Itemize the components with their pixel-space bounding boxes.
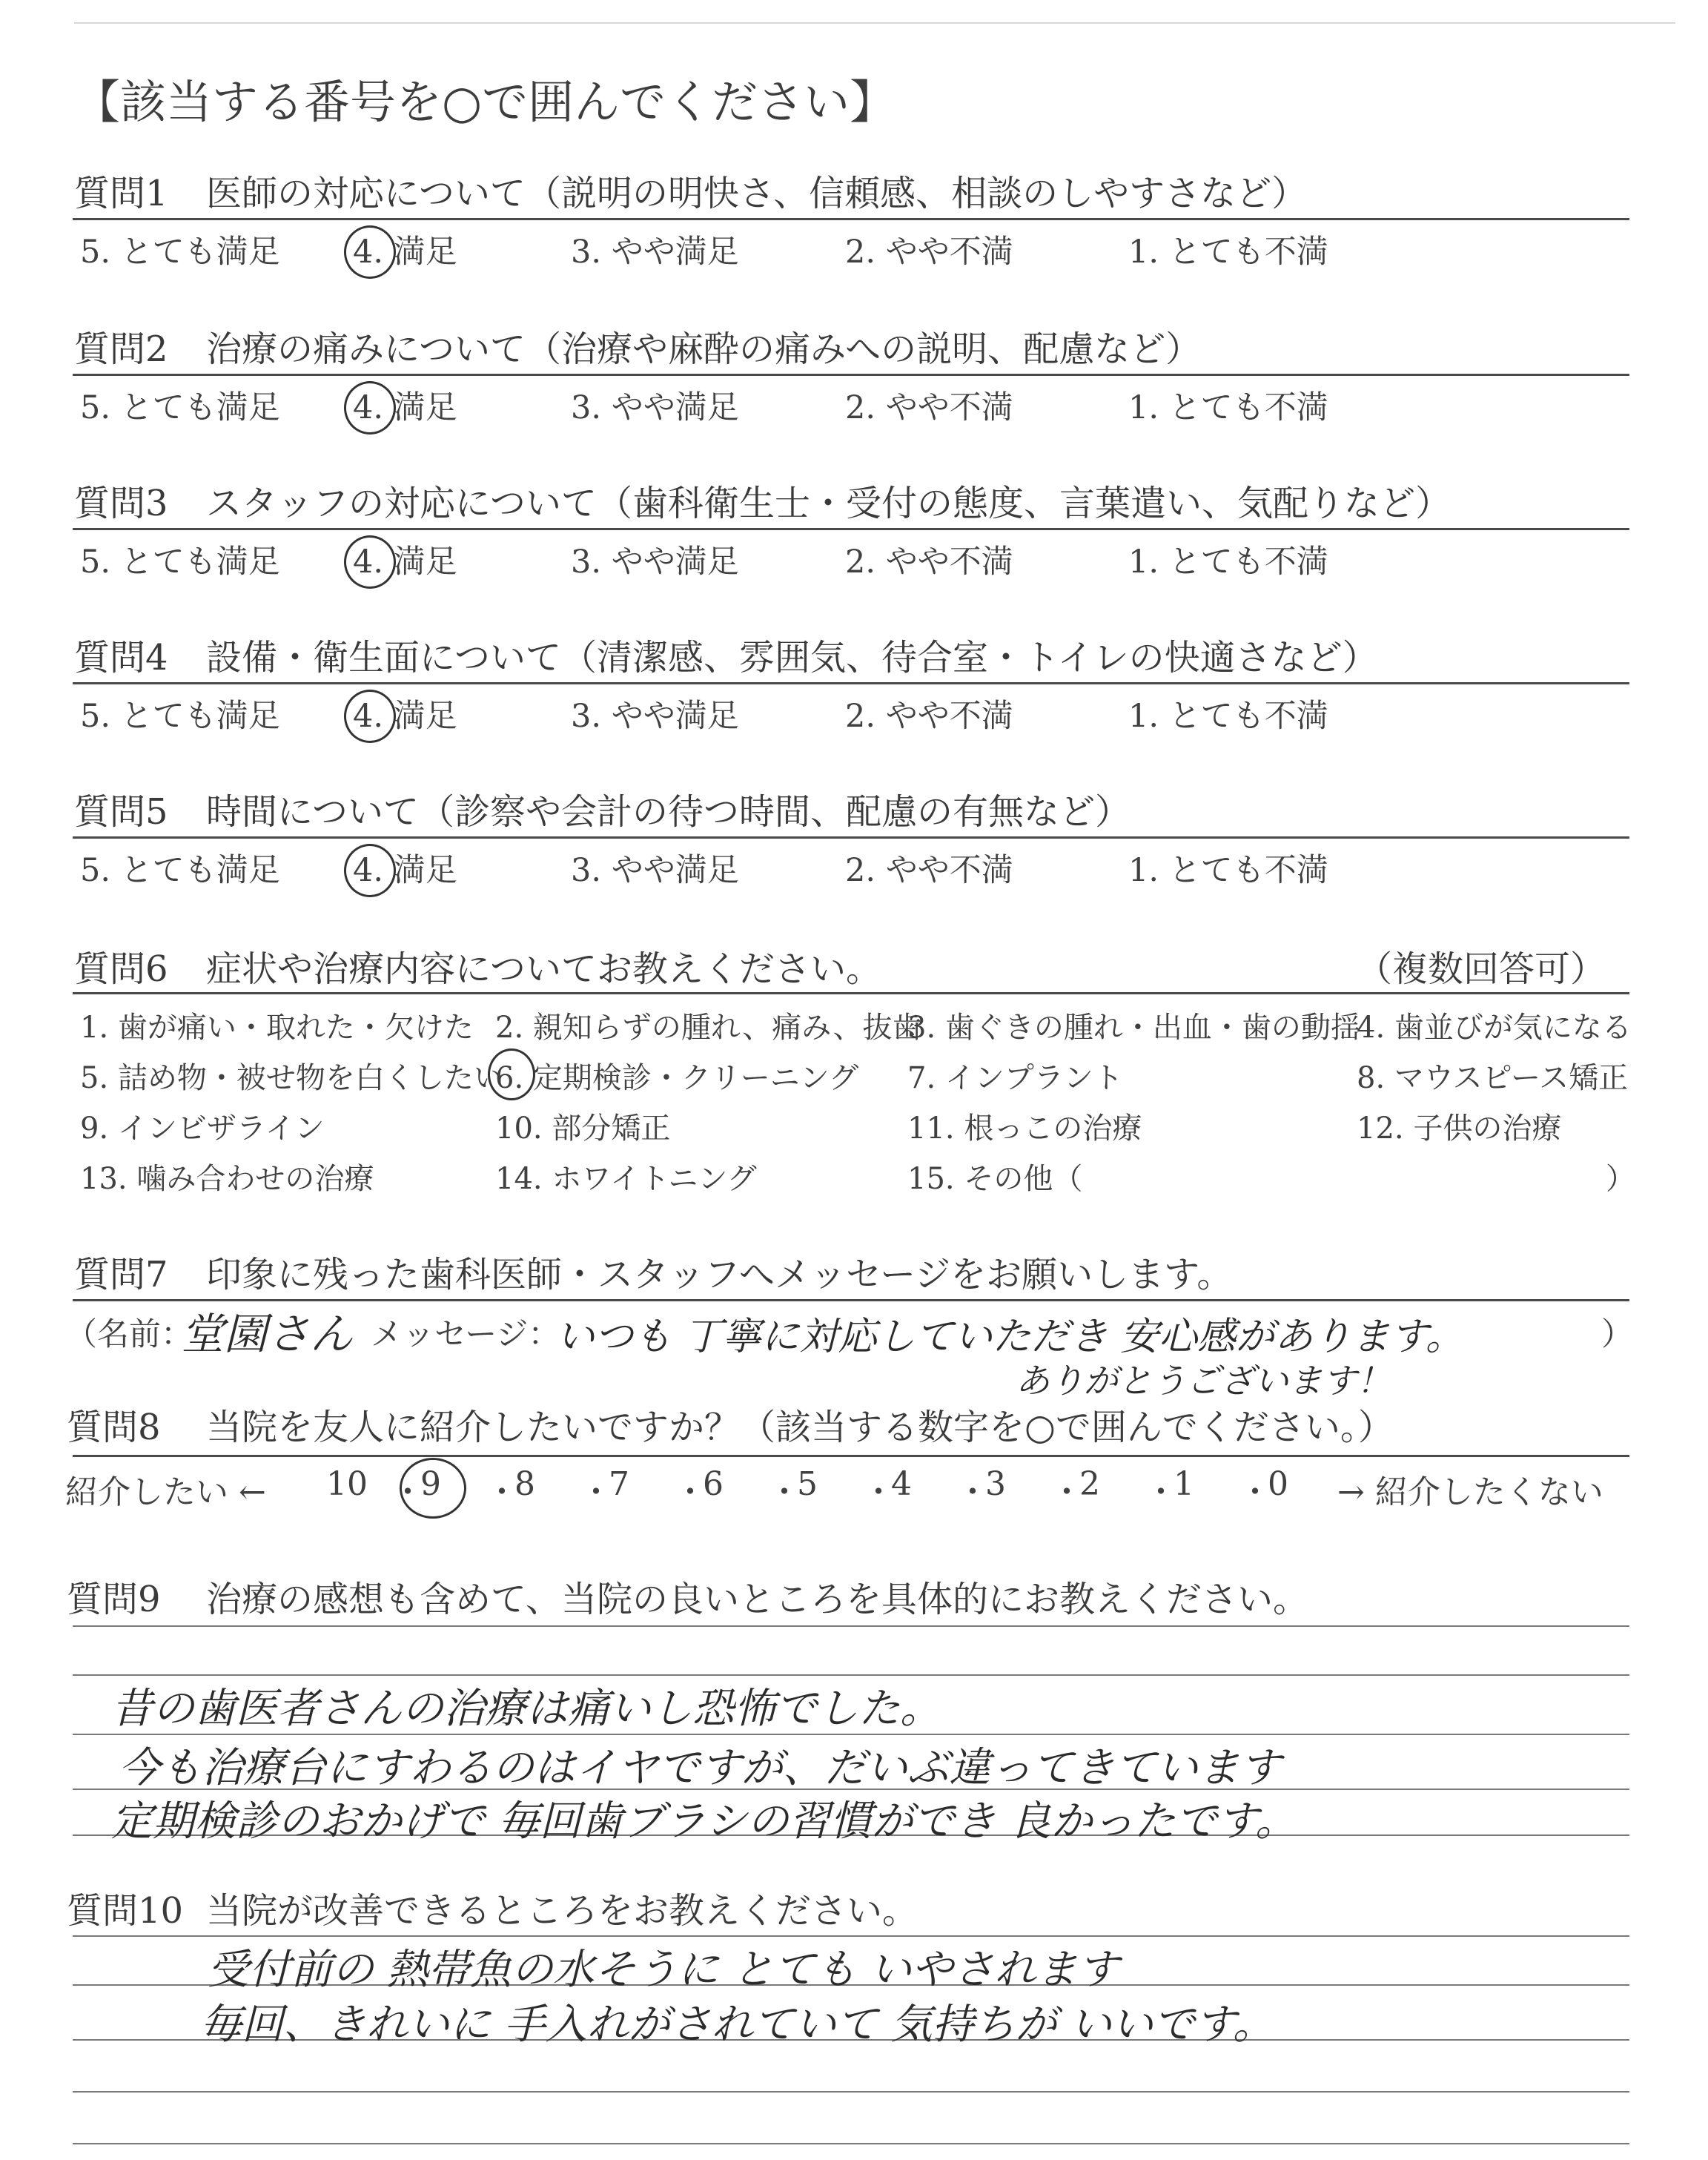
question-4-option-3[interactable]: 3. やや満足 bbox=[571, 698, 739, 735]
question-5-selected-circle bbox=[344, 844, 396, 897]
q6-text: 症状や治療内容についてお教えください。 bbox=[206, 948, 882, 990]
q6-option-6[interactable]: 6. 定期検診・クリーニング bbox=[495, 1061, 859, 1095]
q9-answer-2[interactable]: 今も治療台にすわるのはイヤですが、だいぶ違ってきています bbox=[119, 1744, 1281, 1792]
question-4-option-4[interactable]: 4. 満足 bbox=[353, 698, 457, 735]
question-5-option-1[interactable]: 1. とても不満 bbox=[1128, 852, 1328, 889]
q8-selected-circle bbox=[400, 1458, 466, 1519]
question-4-option-2[interactable]: 2. やや不満 bbox=[845, 698, 1013, 735]
q6-selected-circle bbox=[488, 1048, 535, 1100]
question-5-option-2[interactable]: 2. やや不満 bbox=[845, 852, 1013, 889]
question-2-text: 治療の痛みについて（治療や麻酔の痛みへの説明、配慮など） bbox=[206, 328, 1202, 370]
q7-message-line1[interactable]: いつも 丁寧に対応していただき 安心感があります。 bbox=[556, 1315, 1464, 1359]
q8-scale-separator: ・ bbox=[1145, 1473, 1177, 1511]
q10-label: 質問10 bbox=[67, 1890, 184, 1932]
q6-option-13[interactable]: 13. 噛み合わせの治療 bbox=[80, 1162, 374, 1196]
q9-answer-1[interactable]: 昔の歯医者さんの治療は痛いし恐怖でした。 bbox=[111, 1685, 941, 1733]
q8-scale-9[interactable]: 9 bbox=[420, 1465, 441, 1503]
top-edge-line bbox=[74, 22, 1675, 24]
question-1-option-1[interactable]: 1. とても不満 bbox=[1128, 234, 1328, 271]
question-2-option-5[interactable]: 5. とても満足 bbox=[80, 389, 280, 426]
q8-scale-separator: ・ bbox=[1239, 1473, 1271, 1511]
q6-note: （複数回答可） bbox=[1357, 948, 1606, 990]
q6-other-close-paren: ） bbox=[1606, 1162, 1635, 1196]
page-title: 【該当する番号を○で囲んでください】 bbox=[74, 75, 896, 129]
question-1-option-2[interactable]: 2. やや不満 bbox=[845, 234, 1013, 271]
q10-line-5 bbox=[73, 2143, 1629, 2144]
question-3-option-5[interactable]: 5. とても満足 bbox=[80, 544, 280, 581]
q10-text: 当院が改善できるところをお教えください。 bbox=[206, 1890, 918, 1932]
question-4-selected-circle bbox=[344, 690, 396, 743]
q7-message-label: メッセージ： bbox=[371, 1316, 560, 1353]
q8-scale-4[interactable]: 4 bbox=[891, 1465, 912, 1503]
q7-message-line2[interactable]: ありがとうございます！ bbox=[1016, 1361, 1391, 1401]
question-2-option-1[interactable]: 1. とても不満 bbox=[1128, 389, 1328, 426]
q6-label: 質問6 bbox=[74, 948, 168, 990]
q7-close-paren: ） bbox=[1601, 1316, 1633, 1353]
q6-option-11[interactable]: 11. 根っこの治療 bbox=[907, 1112, 1142, 1146]
q9-text: 治療の感想も含めて、当院の良いところを具体的にお教えください。 bbox=[206, 1579, 1309, 1620]
q7-label: 質問7 bbox=[74, 1254, 168, 1295]
q7-name-value[interactable]: 堂園さん bbox=[181, 1309, 354, 1359]
question-3-option-2[interactable]: 2. やや不満 bbox=[845, 544, 1013, 581]
q8-scale-5[interactable]: 5 bbox=[797, 1465, 818, 1503]
q8-scale-6[interactable]: 6 bbox=[703, 1465, 724, 1503]
question-5-option-4[interactable]: 4. 満足 bbox=[353, 852, 457, 889]
question-5-text: 時間について（診察や会計の待つ時間、配慮の有無など） bbox=[206, 791, 1131, 833]
q6-option-10[interactable]: 10. 部分矯正 bbox=[495, 1112, 671, 1146]
question-3-text: スタッフの対応について（歯科衛生士・受付の態度、言葉遣い、気配りなど） bbox=[206, 483, 1452, 524]
q8-text: 当院を友人に紹介したいですか？（該当する数字を○で囲んでください。） bbox=[206, 1407, 1394, 1448]
q6-option-7[interactable]: 7. インプラント bbox=[907, 1061, 1123, 1095]
question-4-label: 質問4 bbox=[74, 637, 168, 678]
question-2-selected-circle bbox=[344, 381, 396, 435]
q8-scale-separator: ・ bbox=[674, 1473, 706, 1511]
q9-answer-3[interactable]: 定期検診のおかげで 毎回歯ブラシの習慣ができ 良かったです。 bbox=[111, 1797, 1297, 1846]
q6-rule bbox=[73, 992, 1629, 994]
question-4-option-5[interactable]: 5. とても満足 bbox=[80, 698, 280, 735]
q7-text: 印象に残った歯科医師・スタッフへメッセージをお願いします。 bbox=[206, 1254, 1233, 1295]
question-5-rule bbox=[73, 836, 1629, 839]
question-2-option-4[interactable]: 4. 満足 bbox=[353, 389, 457, 426]
q6-option-12[interactable]: 12. 子供の治療 bbox=[1357, 1112, 1562, 1146]
q6-option-8[interactable]: 8. マウスピース矯正 bbox=[1357, 1061, 1629, 1095]
q8-right-label: → 紹介したくない bbox=[1337, 1473, 1603, 1511]
q6-option-14[interactable]: 14. ホワイトニング bbox=[495, 1162, 757, 1196]
q8-left-label: 紹介したい ← bbox=[65, 1473, 266, 1511]
question-1-rule bbox=[73, 218, 1629, 220]
question-4-option-1[interactable]: 1. とても不満 bbox=[1128, 698, 1328, 735]
question-1-option-3[interactable]: 3. やや満足 bbox=[571, 234, 739, 271]
q10-answer-1[interactable]: 受付前の 熱帯魚の水そうに とても いやされます bbox=[208, 1946, 1119, 1994]
q6-option-1[interactable]: 1. 歯が痛い・取れた・欠けた bbox=[80, 1011, 474, 1045]
q8-rule bbox=[73, 1455, 1629, 1457]
question-2-label: 質問2 bbox=[74, 328, 168, 370]
q8-label: 質問8 bbox=[67, 1407, 161, 1448]
q8-scale-separator: ・ bbox=[1050, 1473, 1083, 1511]
question-2-option-2[interactable]: 2. やや不満 bbox=[845, 389, 1013, 426]
q8-scale-separator: ・ bbox=[862, 1473, 895, 1511]
q10-answer-2[interactable]: 毎回、きれいに 手入れがされていて 気持ちが いいです。 bbox=[200, 2001, 1274, 2049]
q9-line-1 bbox=[73, 1625, 1629, 1627]
question-4-text: 設備・衛生面について（清潔感、雰囲気、待合室・トイレの快適さなど） bbox=[206, 637, 1378, 678]
q6-option-4[interactable]: 4. 歯並びが気になる bbox=[1357, 1011, 1632, 1045]
question-4-rule bbox=[73, 682, 1629, 684]
question-5-label: 質問5 bbox=[74, 791, 168, 833]
question-2-rule bbox=[73, 374, 1629, 376]
question-2-option-3[interactable]: 3. やや満足 bbox=[571, 389, 739, 426]
q8-scale-1[interactable]: 1 bbox=[1174, 1465, 1194, 1503]
q8-scale-separator: ・ bbox=[956, 1473, 989, 1511]
q8-scale-3[interactable]: 3 bbox=[985, 1465, 1006, 1503]
q8-scale-2[interactable]: 2 bbox=[1079, 1465, 1100, 1503]
question-1-option-4[interactable]: 4. 満足 bbox=[353, 234, 457, 271]
question-1-label: 質問1 bbox=[74, 173, 168, 214]
q8-scale-separator: ・ bbox=[486, 1473, 518, 1511]
question-3-option-4[interactable]: 4. 満足 bbox=[353, 544, 457, 581]
question-3-label: 質問3 bbox=[74, 483, 168, 524]
question-1-selected-circle bbox=[344, 225, 396, 279]
q8-scale-8[interactable]: 8 bbox=[514, 1465, 535, 1503]
question-1-text: 医師の対応について（説明の明快さ、信頼感、相談のしやすさなど） bbox=[206, 173, 1308, 214]
q10-line-4 bbox=[73, 2091, 1629, 2093]
question-5-option-5[interactable]: 5. とても満足 bbox=[80, 852, 280, 889]
q6-option-3[interactable]: 3. 歯ぐきの腫れ・出血・歯の動揺 bbox=[907, 1011, 1360, 1045]
question-5-option-3[interactable]: 3. やや満足 bbox=[571, 852, 739, 889]
q8-scale-7[interactable]: 7 bbox=[609, 1465, 629, 1503]
question-3-rule bbox=[73, 528, 1629, 530]
q8-scale-0[interactable]: 0 bbox=[1268, 1465, 1288, 1503]
question-1-option-5[interactable]: 5. とても満足 bbox=[80, 234, 280, 271]
q9-label: 質問9 bbox=[67, 1579, 161, 1620]
q8-scale-separator: ・ bbox=[768, 1473, 801, 1511]
q6-option-9[interactable]: 9. インビザライン bbox=[80, 1112, 325, 1146]
question-3-selected-circle bbox=[344, 535, 396, 589]
q8-scale-separator: ・ bbox=[580, 1473, 612, 1511]
q7-name-label: （名前： bbox=[65, 1316, 193, 1353]
q8-scale-separator: ・ bbox=[391, 1473, 424, 1511]
question-3-option-3[interactable]: 3. やや満足 bbox=[571, 544, 739, 581]
q6-option-5[interactable]: 5. 詰め物・被せ物を白くしたい bbox=[80, 1061, 503, 1095]
q8-scale-10[interactable]: 10 bbox=[326, 1465, 368, 1503]
q6-option-15[interactable]: 15. その他（ bbox=[907, 1162, 1083, 1196]
question-3-option-1[interactable]: 1. とても不満 bbox=[1128, 544, 1328, 581]
q6-option-2[interactable]: 2. 親知らずの腫れ、痛み、抜歯 bbox=[495, 1011, 922, 1045]
